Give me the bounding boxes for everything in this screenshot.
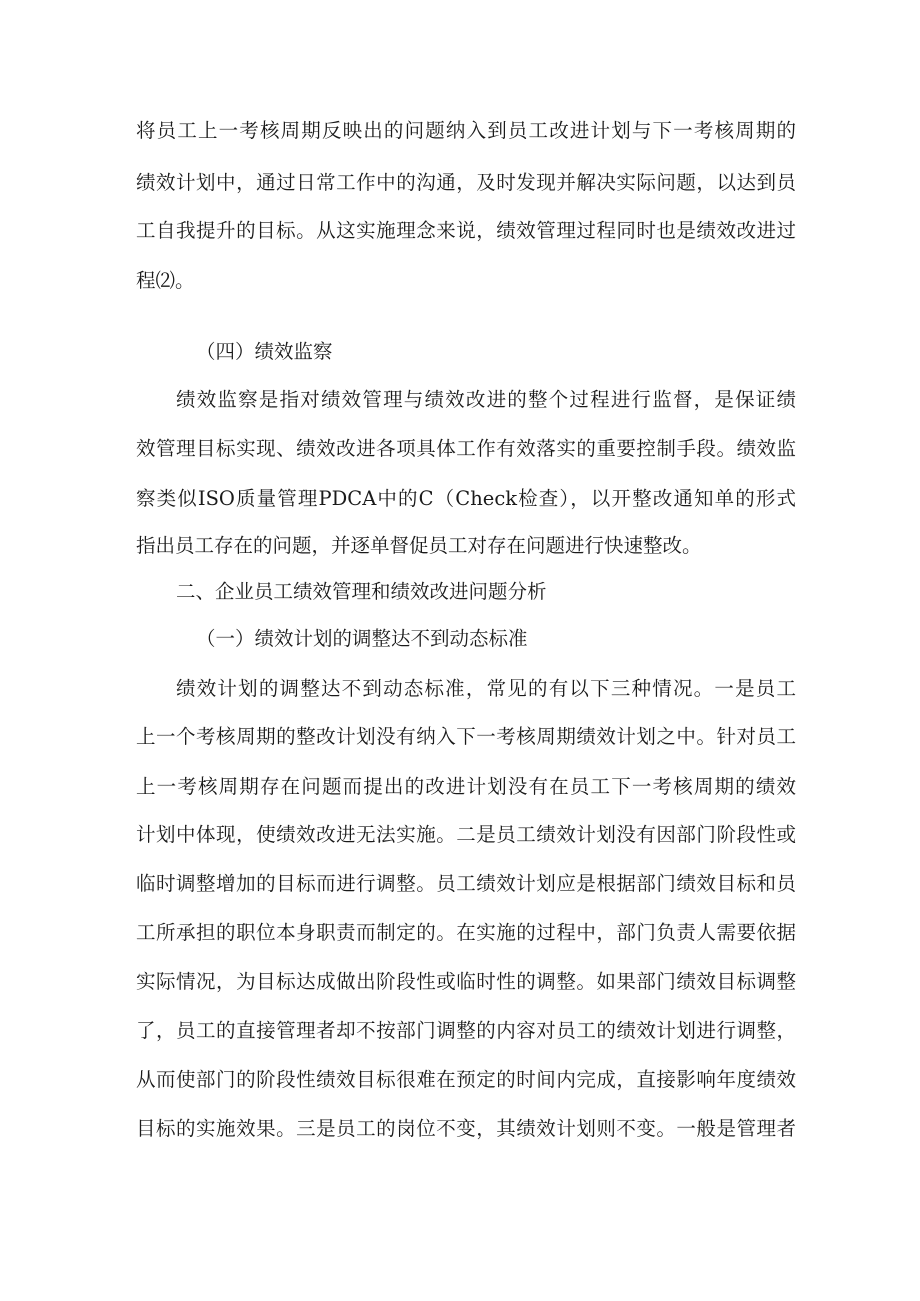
paragraph-3-line-4: 计划中体现，使绩效改进无法实施。二是员工绩效计划没有因部门阶段性或	[136, 823, 796, 846]
paragraph-1-line-3: 工自我提升的目标。从这实施理念来说，绩效管理过程同时也是绩效改进过	[136, 219, 796, 242]
paragraph-3-line-5: 临时调整增加的目标而进行调整。员工绩效计划应是根据部门绩效目标和员	[136, 872, 796, 895]
paragraph-3-line-2: 上一个考核周期的整改计划没有纳入下一考核周期绩效计划之中。针对员工	[136, 725, 796, 748]
paragraph-3-line-10: 目标的实施效果。三是员工的岗位不变，其绩效计划则不变。一般是管理者	[136, 1117, 796, 1140]
heading-plan-adjustment: （一）绩效计划的调整达不到动态标准	[196, 627, 528, 650]
paragraph-3-line-9: 从而使部门的阶段性绩效目标很难在预定的时间内完成，直接影响年度绩效	[136, 1068, 796, 1091]
paragraph-2-line-4: 指出员工存在的问题，并逐单督促员工对存在问题进行快速整改。	[136, 534, 702, 557]
paragraph-3-line-8: 了，员工的直接管理者却不按部门调整的内容对员工的绩效计划进行调整，	[136, 1019, 796, 1042]
paragraph-1-line-4: 程⑵。	[136, 269, 195, 292]
paragraph-1-line-1: 将员工上一考核周期反映出的问题纳入到员工改进计划与下一考核周期的	[136, 119, 796, 142]
section-2-title: 二、企业员工绩效管理和绩效改进问题分析	[176, 580, 547, 603]
paragraph-3-line-3: 上一考核周期存在问题而提出的改进计划没有在员工下一考核周期的绩效	[136, 775, 796, 798]
paragraph-2-line-1: 绩效监察是指对绩效管理与绩效改进的整个过程进行监督，是保证绩	[176, 388, 796, 411]
paragraph-3-line-1: 绩效计划的调整达不到动态标准，常见的有以下三种情况。一是员工	[176, 677, 796, 700]
paragraph-2-line-2: 效管理目标实现、绩效改进各项具体工作有效落实的重要控制手段。绩效监	[136, 437, 796, 460]
paragraph-2-line-3: 察类似ISO质量管理PDCA中的C（Check检查），以开整改通知单的形式	[136, 487, 796, 510]
paragraph-1-line-2: 绩效计划中，通过日常工作中的沟通，及时发现并解决实际问题，以达到员	[136, 171, 796, 194]
paragraph-3-line-7: 实际情况，为目标达成做出阶段性或临时性的调整。如果部门绩效目标调整	[136, 970, 796, 993]
heading-performance-supervision: （四）绩效监察	[196, 340, 333, 363]
paragraph-3-line-6: 工所承担的职位本身职责而制定的。在实施的过程中，部门负责人需要依据	[136, 921, 796, 944]
